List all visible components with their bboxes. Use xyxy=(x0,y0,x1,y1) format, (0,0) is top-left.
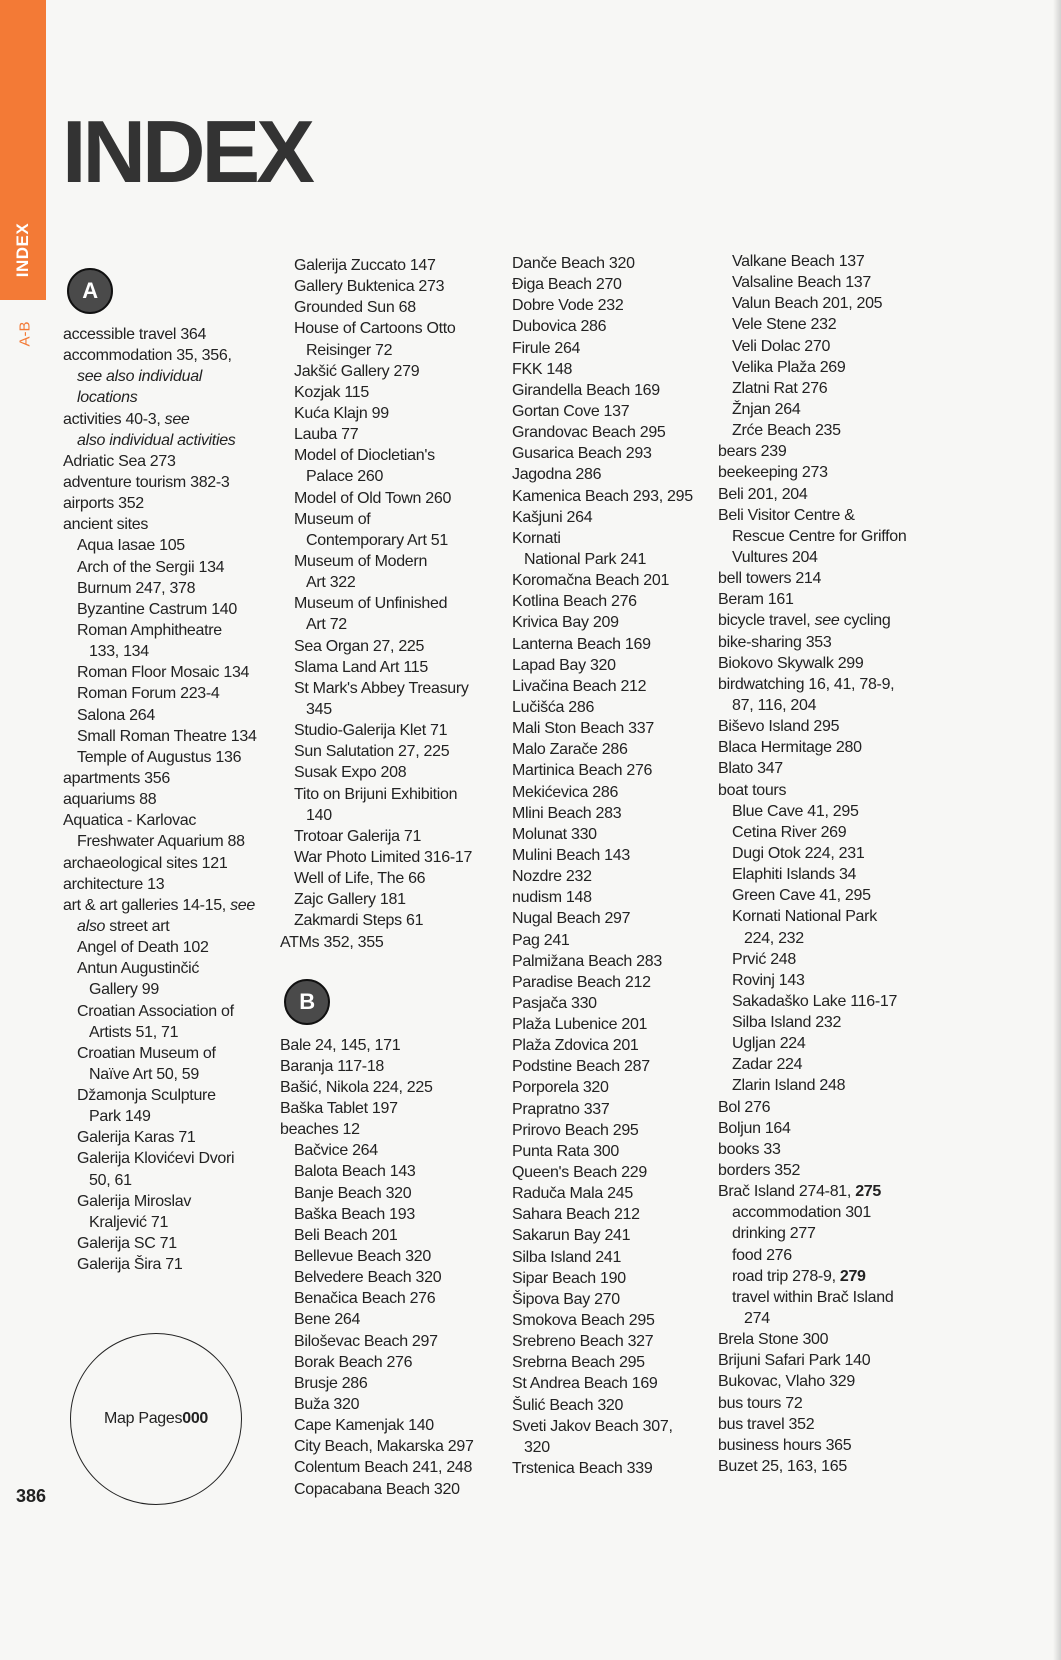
index-subentry: Biloševac Beach 297 xyxy=(294,1332,438,1350)
index-subentry: Galerija Karas 71 xyxy=(77,1129,196,1147)
index-subentry: Temple of Augustus 136 xyxy=(77,748,242,766)
index-subentry: Bellevue Beach 320 xyxy=(294,1248,431,1266)
page-number: 386 xyxy=(16,1486,47,1506)
index-entry: Adriatic Sea 273 xyxy=(63,452,176,470)
index-subentry: Zakmardi Steps 61 xyxy=(294,912,424,930)
index-subentry: Krivica Bay 209 xyxy=(512,614,619,632)
index-subentry: Šipova Bay 270 xyxy=(512,1290,620,1308)
index-entry: aquariums 88 xyxy=(63,791,157,809)
index-subentry: FKK 148 xyxy=(512,360,573,378)
index-entry: Beram 161 xyxy=(718,591,794,609)
index-subentry: City Beach, Makarska 297 xyxy=(294,1438,474,1456)
index-subentry: Arch of the Sergii 134 xyxy=(77,558,225,576)
index-entry-continuation: National Park 241 xyxy=(524,550,647,568)
index-entry: borders 352 xyxy=(718,1162,801,1180)
index-entry: Buzet 25, 163, 165 xyxy=(718,1458,847,1476)
index-subentry: Prvić 248 xyxy=(732,950,796,968)
index-subentry: Cetina River 269 xyxy=(732,823,847,841)
index-subentry: Zlatni Rat 276 xyxy=(732,379,828,397)
index-entry: Brijuni Safari Park 140 xyxy=(718,1352,871,1370)
index-entry xyxy=(63,409,257,430)
index-subentry: Sveti Jakov Beach 307, xyxy=(512,1417,673,1435)
section-spacer xyxy=(280,953,474,979)
index-entry xyxy=(63,895,257,916)
index-entry: Baška Tablet 197 xyxy=(280,1100,398,1118)
index-subentry: Rovinj 143 xyxy=(732,971,805,989)
index-subentry: Small Roman Theatre 134 xyxy=(77,727,257,745)
index-subentry: travel within Brač Island xyxy=(732,1288,894,1306)
index-subentry: Buža 320 xyxy=(294,1396,360,1414)
index-subentry: Zlarin Island 248 xyxy=(732,1077,846,1095)
index-entry: Boljun 164 xyxy=(718,1119,791,1137)
index-subentry: Sakadaško Lake 116-17 xyxy=(732,992,898,1010)
index-subentry: Galerija Zuccato 147 xyxy=(294,257,436,274)
index-entry-continuation: Park 149 xyxy=(89,1108,151,1126)
index-entry: boat tours xyxy=(718,781,787,799)
index-subentry: Kuća Klajn 99 xyxy=(294,404,389,422)
index-entry: Baranja 117-18 xyxy=(280,1057,385,1075)
index-subentry: Mulini Beach 143 xyxy=(512,846,630,864)
index-entry-continuation: Kraljević 71 xyxy=(89,1213,169,1231)
index-subentry: Croatian Association of xyxy=(77,1002,234,1020)
index-subentry: Studio-Galerija Klet 71 xyxy=(294,722,448,740)
index-subentry: Malo Zarače 286 xyxy=(512,741,628,759)
index-subentry xyxy=(718,1266,907,1287)
map-pages-value: 000 xyxy=(182,1410,209,1427)
index-subentry: Green Cave 41, 295 xyxy=(732,887,871,905)
index-entry: Bašić, Nikola 224, 225 xyxy=(280,1078,433,1096)
index-subentry: Elaphiti Islands 34 xyxy=(732,866,857,884)
index-entry-continuation: Reisinger 72 xyxy=(306,341,393,359)
index-subentry: Valsaline Beach 137 xyxy=(732,274,871,292)
index-subentry: Žnjan 264 xyxy=(732,400,801,418)
index-subentry: Molunat 330 xyxy=(512,825,597,843)
index-subentry: Điga Beach 270 xyxy=(512,276,622,294)
index-subentry: Plaža Zdovica 201 xyxy=(512,1037,639,1055)
index-subentry: Byzantine Castrum 140 xyxy=(77,600,238,618)
index-subentry: Rescue Centre for Griffon xyxy=(732,527,907,545)
index-subentry: Croatian Museum of xyxy=(77,1044,216,1062)
index-subentry: Aqua Iasae 105 xyxy=(77,537,185,555)
index-entry: Brela Stone 300 xyxy=(718,1331,829,1349)
index-column-4 xyxy=(718,251,907,1477)
index-subentry: Beli Beach 201 xyxy=(294,1226,398,1244)
index-subentry xyxy=(63,387,257,408)
index-entry xyxy=(718,1181,907,1202)
index-entry-continuation: 224, 232 xyxy=(744,929,804,947)
letter-badge-a: A xyxy=(67,268,113,314)
index-subentry: Slama Land Art 115 xyxy=(294,658,428,676)
main-page-reference: 275 xyxy=(855,1183,881,1201)
index-subentry: Porporela 320 xyxy=(512,1079,609,1097)
cross-reference-text: also xyxy=(77,917,106,935)
index-subentry: Sea Organ 27, 225 xyxy=(294,637,425,655)
index-entry-continuation: 320 xyxy=(524,1438,550,1456)
index-entry: Biokovo Skywalk 299 xyxy=(718,654,864,672)
index-subentry: Koromačna Beach 201 xyxy=(512,572,670,590)
index-subentry: Zrće Beach 235 xyxy=(732,422,841,440)
index-subentry: Kornati xyxy=(512,529,561,547)
index-entry: airports 352 xyxy=(63,495,144,513)
page-edge-shadow xyxy=(1053,0,1061,1660)
index-subentry: Nozdre 232 xyxy=(512,868,592,886)
index-entry: business hours 365 xyxy=(718,1436,852,1454)
index-entry: Bale 24, 145, 171 xyxy=(280,1036,401,1054)
index-subentry: Vele Stene 232 xyxy=(732,316,837,334)
index-subentry: Model of Old Town 260 xyxy=(294,489,452,507)
index-subentry: Silba Island 241 xyxy=(512,1248,622,1266)
index-entry-continuation: Naïve Art 50, 59 xyxy=(89,1065,199,1083)
index-entry: Biševo Island 295 xyxy=(718,718,840,736)
index-subentry: St Andrea Beach 169 xyxy=(512,1375,658,1393)
index-subentry: Antun Augustinčić xyxy=(77,960,200,978)
index-subentry: Tito on Brijuni Exhibition xyxy=(294,785,458,803)
index-subentry: Pag 241 xyxy=(512,931,570,949)
cross-reference-text: see xyxy=(164,410,190,428)
index-subentry: Roman Forum 223-4 xyxy=(77,685,220,703)
index-subentry: Gusarica Beach 293 xyxy=(512,445,652,463)
index-subentry: Kamenica Beach 293, 295 xyxy=(512,487,693,505)
index-subentry: Belvedere Beach 320 xyxy=(294,1269,442,1287)
index-entry-continuation: 140 xyxy=(306,806,332,824)
index-subentry: Silba Island 232 xyxy=(732,1014,842,1032)
section-range-label: A-B xyxy=(16,321,34,347)
index-subentry: Gallery Buktenica 273 xyxy=(294,278,445,296)
index-entry: beekeeping 273 xyxy=(718,464,828,482)
index-subentry: Freshwater Aquarium 88 xyxy=(77,833,245,851)
index-subentry: Livačina Beach 212 xyxy=(512,677,647,695)
index-subentry: Sahara Beach 212 xyxy=(512,1206,640,1224)
index-entry: Aquatica - Karlovac xyxy=(63,812,197,830)
index-subentry: Trotoar Galerija 71 xyxy=(294,827,422,845)
index-subentry: Raduča Mala 245 xyxy=(512,1185,633,1203)
index-subentry: Salona 264 xyxy=(77,706,155,724)
index-entry: bears 239 xyxy=(718,443,787,461)
index-subentry: Mekićevica 286 xyxy=(512,783,619,801)
index-subentry: Martinica Beach 276 xyxy=(512,762,653,780)
index-entry: bell towers 214 xyxy=(718,570,822,588)
index-subentry: Benačica Beach 276 xyxy=(294,1290,436,1308)
index-subentry: Susak Expo 208 xyxy=(294,764,407,782)
index-entry: apartments 356 xyxy=(63,769,170,787)
index-entry-continuation: Gallery 99 xyxy=(89,981,159,999)
index-subentry: Jagodna 286 xyxy=(512,466,602,484)
index-subentry: Velika Plaža 269 xyxy=(732,358,846,376)
index-entry: bus travel 352 xyxy=(718,1415,815,1433)
index-entry: ancient sites xyxy=(63,516,149,534)
index-subentry: Galerija Miroslav xyxy=(77,1192,192,1210)
index-column-3 xyxy=(498,253,693,1479)
index-subentry: Sun Salutation 27, 225 xyxy=(294,743,450,761)
index-subentry: Well of Life, The 66 xyxy=(294,870,426,888)
index-subentry: Queen's Beach 229 xyxy=(512,1164,647,1182)
index-entry: ATMs 352, 355 xyxy=(280,933,384,951)
index-subentry: drinking 277 xyxy=(732,1225,816,1243)
index-subentry: Valun Beach 201, 205 xyxy=(732,295,883,313)
index-subentry: Bačvice 264 xyxy=(294,1142,378,1160)
index-entry-continuation: 274 xyxy=(744,1310,770,1328)
entry-text: bicycle travel, xyxy=(718,612,815,630)
tab-label: INDEX xyxy=(13,222,32,278)
index-entry-continuation: 50, 61 xyxy=(89,1171,132,1189)
index-subentry: accommodation 301 xyxy=(732,1204,871,1222)
index-subentry: Colentum Beach 241, 248 xyxy=(294,1459,473,1477)
index-subentry xyxy=(63,430,257,451)
index-subentry: Sakarun Bay 241 xyxy=(512,1227,631,1245)
map-pages-label: Map Pages xyxy=(103,1410,183,1427)
cross-reference-text: see xyxy=(814,612,840,630)
entry-text: Brač Island 274-81, xyxy=(718,1183,856,1201)
index-subentry: Dubovica 286 xyxy=(512,318,607,336)
index-subentry: Danče Beach 320 xyxy=(512,255,635,272)
index-subentry: Pasjača 330 xyxy=(512,994,597,1012)
index-subentry: Cape Kamenjak 140 xyxy=(294,1417,434,1435)
index-subentry: Punta Rata 300 xyxy=(512,1142,619,1160)
index-subentry: Zadar 224 xyxy=(732,1056,803,1074)
index-entry-continuation: Artists 51, 71 xyxy=(89,1023,179,1041)
index-subentry: Vultures 204 xyxy=(732,548,818,566)
index-subentry: Roman Floor Mosaic 134 xyxy=(77,664,250,682)
index-subentry: Copacabana Beach 320 xyxy=(294,1480,460,1498)
page-title: INDEX xyxy=(62,102,311,201)
index-subentry: Nugal Beach 297 xyxy=(512,910,631,928)
index-column-2 xyxy=(280,255,474,1500)
index-subentry: House of Cartoons Otto xyxy=(294,320,456,338)
index-subentry: Lapad Bay 320 xyxy=(512,656,616,674)
index-entry: birdwatching 16, 41, 78-9, xyxy=(718,675,895,693)
cross-reference-text: see xyxy=(230,896,256,914)
index-entry: beaches 12 xyxy=(280,1121,360,1139)
index-entry: adventure tourism 382-3 xyxy=(63,473,230,491)
index-subentry: Srebrna Beach 295 xyxy=(512,1354,645,1372)
index-subentry: Lanterna Beach 169 xyxy=(512,635,651,653)
index-subentry: St Mark's Abbey Treasury xyxy=(294,679,469,697)
index-subentry: Zajc Gallery 181 xyxy=(294,891,406,909)
entry-text: art & art galleries 14-15, xyxy=(63,896,231,914)
index-subentry: Bene 264 xyxy=(294,1311,361,1329)
index-subentry: Lučišća 286 xyxy=(512,698,595,716)
index-subentry: Grounded Sun 68 xyxy=(294,299,416,317)
index-subentry: Džamonja Sculpture xyxy=(77,1087,216,1105)
main-page-reference: 279 xyxy=(839,1267,866,1285)
index-entry: books 33 xyxy=(718,1140,781,1158)
index-subentry: Kašjuni 264 xyxy=(512,508,593,526)
index-subentry: Smokova Beach 295 xyxy=(512,1312,655,1330)
index-entry: bike-sharing 353 xyxy=(718,633,832,651)
index-entry: architecture 13 xyxy=(63,875,165,893)
index-subentry: Jakšić Gallery 279 xyxy=(294,362,420,380)
index-subentry: Dugi Otok 224, 231 xyxy=(732,844,865,862)
index-subentry: Mali Ston Beach 337 xyxy=(512,720,654,738)
index-entry: accessible travel 364 xyxy=(63,326,207,343)
index-subentry: Firule 264 xyxy=(512,339,581,357)
index-subentry: Dobre Vode 232 xyxy=(512,297,624,315)
index-subentry: Galerija Klovićevi Dvori xyxy=(77,1150,235,1168)
index-entry: Blato 347 xyxy=(718,760,783,778)
index-subentry: Paradise Beach 212 xyxy=(512,973,651,991)
index-subentry: Model of Diocletian's xyxy=(294,447,435,465)
entry-text: road trip 278-9, xyxy=(732,1267,840,1285)
index-subentry: nudism 148 xyxy=(512,889,592,907)
index-entry-continuation: Art 322 xyxy=(306,574,356,592)
index-subentry: Mlini Beach 283 xyxy=(512,804,622,822)
index-subentry: War Photo Limited 316-17 xyxy=(294,848,473,866)
index-subentry: Plaža Lubenice 201 xyxy=(512,1016,648,1034)
index-entry xyxy=(718,610,907,631)
index-subentry: Šulić Beach 320 xyxy=(512,1396,624,1414)
index-subentry: Kornati National Park xyxy=(732,908,877,926)
index-subentry: Borak Beach 276 xyxy=(294,1353,413,1371)
index-subentry: Banje Beach 320 xyxy=(294,1184,412,1202)
index-subentry: food 276 xyxy=(732,1246,792,1264)
index-subentry: Museum of Modern xyxy=(294,552,428,570)
index-subentry: Gortan Cove 137 xyxy=(512,402,630,420)
index-tab xyxy=(0,0,46,300)
index-subentry: Kozjak 115 xyxy=(294,383,369,401)
index-entry-continuation: Palace 260 xyxy=(306,468,384,486)
index-subentry: Baška Beach 193 xyxy=(294,1205,415,1223)
index-subentry: Prapratno 337 xyxy=(512,1100,610,1118)
index-subentry: Angel of Death 102 xyxy=(77,939,209,957)
index-subentry: Galerija Šira 71 xyxy=(77,1256,183,1274)
entry-text: street art xyxy=(105,917,170,935)
cross-reference-text: locations xyxy=(77,389,138,407)
index-subentry: Grandovac Beach 295 xyxy=(512,424,666,442)
index-subentry: Valkane Beach 137 xyxy=(732,253,865,270)
index-subentry: 87, 116, 204 xyxy=(732,696,817,714)
index-entry: Blaca Hermitage 280 xyxy=(718,739,862,757)
index-subentry: Veli Dolac 270 xyxy=(732,337,831,355)
index-entry: Bukovac, Vlaho 329 xyxy=(718,1373,855,1391)
entry-text: cycling xyxy=(839,612,891,630)
index-subentry xyxy=(63,366,257,387)
index-subentry: Burnum 247, 378 xyxy=(77,579,196,597)
map-pages-note xyxy=(70,1333,242,1505)
index-subentry: Girandella Beach 169 xyxy=(512,381,660,399)
index-entry-continuation: 133, 134 xyxy=(89,643,149,661)
cross-reference-text: also individual activities xyxy=(77,431,236,449)
index-subentry: Srebreno Beach 327 xyxy=(512,1333,654,1351)
index-subentry: Roman Amphitheatre xyxy=(77,621,222,639)
index-entry-continuation: 345 xyxy=(306,700,332,718)
index-subentry xyxy=(63,916,257,937)
index-subentry: Blue Cave 41, 295 xyxy=(732,802,859,820)
index-entry: accommodation 35, 356, xyxy=(63,347,232,365)
index-entry: archaeological sites 121 xyxy=(63,854,228,872)
index-subentry: Palmižana Beach 283 xyxy=(512,952,662,970)
index-entry-continuation: Contemporary Art 51 xyxy=(306,531,448,549)
index-subentry: Balota Beach 143 xyxy=(294,1163,416,1181)
cross-reference-text: see also individual xyxy=(77,368,203,386)
index-subentry: Lauba 77 xyxy=(294,426,359,444)
index-subentry: Trstenica Beach 339 xyxy=(512,1460,653,1478)
index-subentry: Sipar Beach 190 xyxy=(512,1269,626,1287)
index-entry: Beli Visitor Centre & xyxy=(718,506,855,524)
index-subentry: Podstine Beach 287 xyxy=(512,1058,650,1076)
index-subentry: Brusje 286 xyxy=(294,1374,368,1392)
index-subentry: Prirovo Beach 295 xyxy=(512,1121,639,1139)
index-subentry: Museum of Unfinished xyxy=(294,595,448,613)
index-subentry: Kotlina Beach 276 xyxy=(512,593,637,611)
index-entry: Bol 276 xyxy=(718,1098,771,1116)
index-entry-continuation: Art 72 xyxy=(306,616,347,634)
index-subentry: Museum of xyxy=(294,510,371,528)
index-subentry: Ugljan 224 xyxy=(732,1035,806,1053)
index-entry: Beli 201, 204 xyxy=(718,485,808,503)
entry-text: activities 40-3, xyxy=(63,410,165,428)
letter-badge-b: B xyxy=(284,979,330,1025)
index-subentry: Galerija SC 71 xyxy=(77,1235,177,1253)
index-column-1 xyxy=(63,268,257,1275)
index-entry: bus tours 72 xyxy=(718,1394,803,1412)
